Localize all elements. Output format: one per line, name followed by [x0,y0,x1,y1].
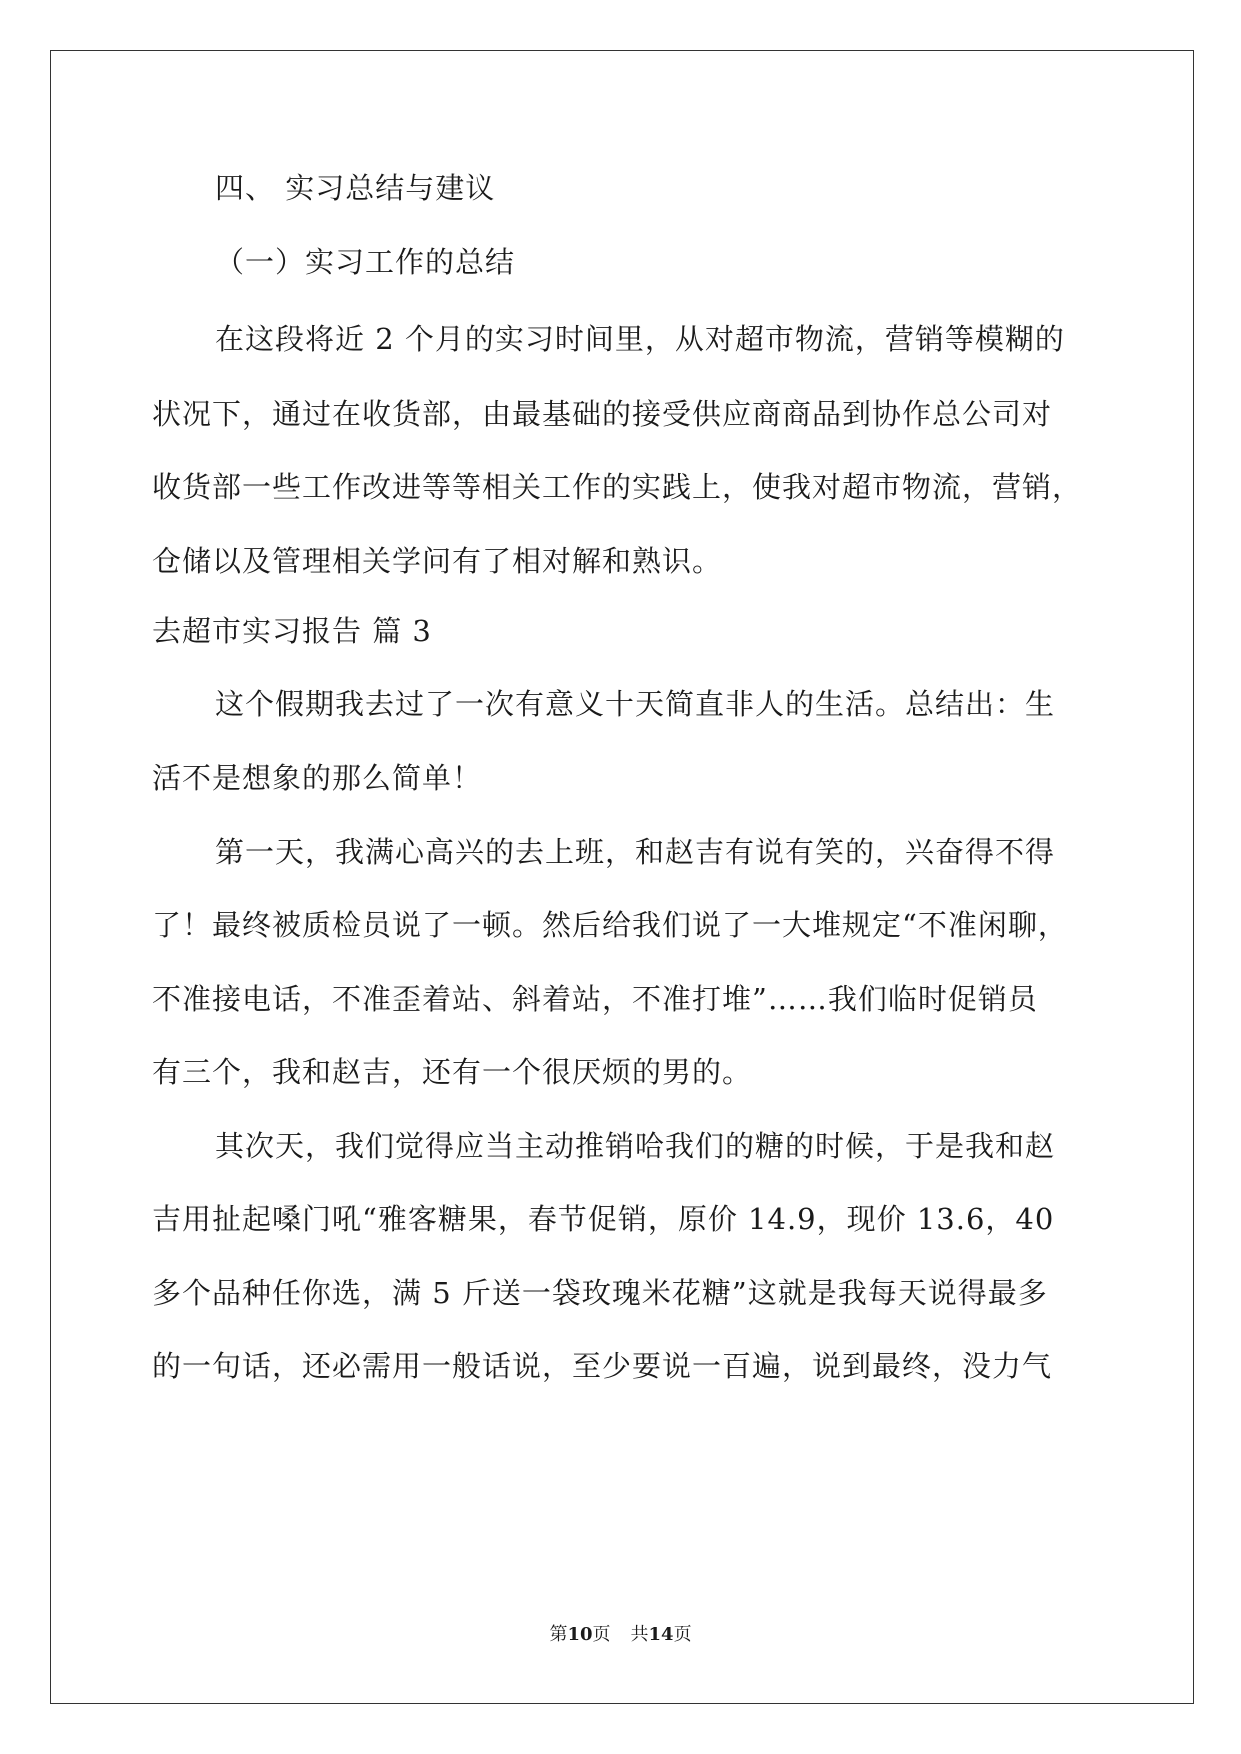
paragraph-line: 这个假期我去过了一次有意义十天简直非人的生活。总结出：生 [215,687,1056,721]
paragraph-line: 的一句话，还必需用一般话说，至少要说一百遍，说到最终，没力气 [152,1349,1053,1383]
total-pages-suffix: 页 [673,1624,692,1645]
page-footer [0,1623,1241,1647]
subsection-heading: （一）实习工作的总结 [215,245,516,279]
page-number-prefix: 第 [549,1624,568,1645]
total-pages-number: 14 [648,1624,674,1645]
page-number-suffix: 页 [592,1624,611,1645]
article-title: 去超市实习报告 篇 3 [152,614,432,648]
current-page-number: 10 [567,1624,593,1645]
total-pages-prefix: 共 [630,1624,649,1645]
section-heading: 四、 实习总结与建议 [215,171,496,205]
paragraph-line: 仓储以及管理相关学问有了相对解和熟识。 [152,544,723,578]
paragraph-line: 活不是想象的那么简单！ [152,761,483,795]
paragraph-line: 第一天，我满心高兴的去上班，和赵吉有说有笑的，兴奋得不得 [215,835,1056,869]
paragraph-line: 吉用扯起嗓门吼“雅客糖果，春节促销，原价 14.9，现价 13.6，40 [152,1202,1055,1236]
paragraph-line: 不准接电话，不准歪着站、斜着站，不准打堆”……我们临时促销员 [152,982,1038,1016]
paragraph-line: 多个品种任你选，满 5 斤送一袋玫瑰米花糖”这就是我每天说得最多 [152,1276,1048,1310]
paragraph-line: 有三个，我和赵吉，还有一个很厌烦的男的。 [152,1055,753,1089]
paragraph-line: 收货部一些工作改进等等相关工作的实践上，使我对超市物流，营销， [152,470,1083,504]
paragraph-line: 了！最终被质检员说了一顿。然后给我们说了一大堆规定“不准闲聊， [152,908,1068,942]
paragraph-line: 状况下，通过在收货部，由最基础的接受供应商商品到协作总公司对 [152,397,1053,431]
paragraph-line: 在这段将近 2 个月的实习时间里，从对超市物流，营销等模糊的 [215,322,1065,356]
paragraph-line: 其次天，我们觉得应当主动推销哈我们的糖的时候，于是我和赵 [215,1129,1056,1163]
page-border [50,50,1194,1704]
